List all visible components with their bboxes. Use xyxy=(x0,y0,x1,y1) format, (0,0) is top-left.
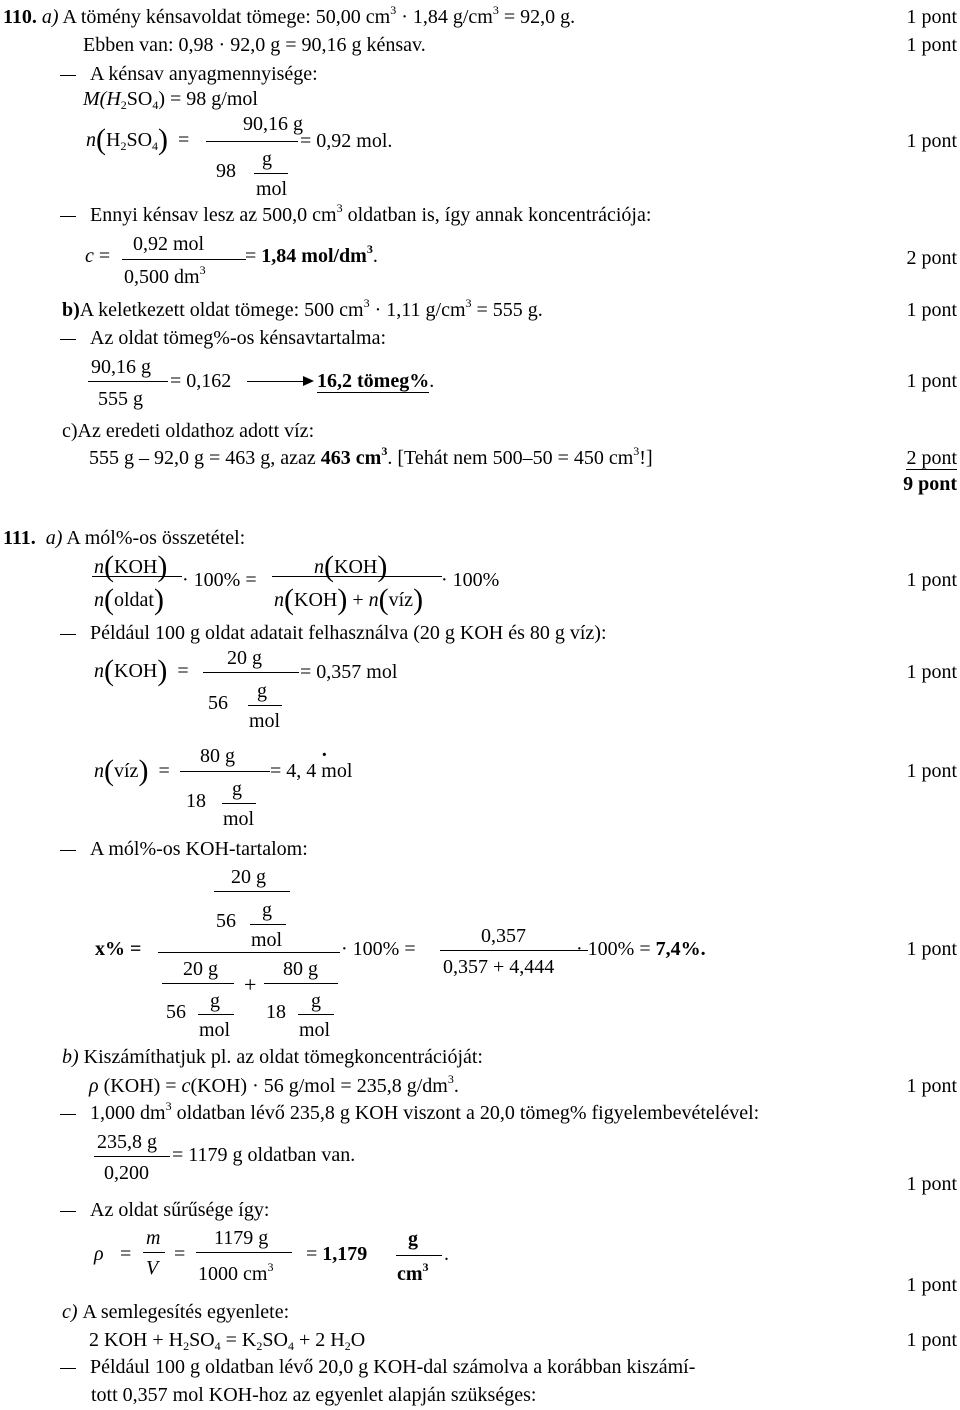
unit-cm3: $cm^3$ xyxy=(397,1260,429,1285)
part-label: a) xyxy=(45,527,63,549)
text-line: Például 100 g oldatban lévő 20,0 g KOH-dal számolva a korábban kiszámí- xyxy=(60,1356,695,1379)
fraction-numerator: 235,8 g xyxy=(97,1131,157,1153)
fraction-bar xyxy=(396,1255,442,1256)
fraction-numerator: m xyxy=(146,1227,161,1249)
score: 1 pont xyxy=(906,130,957,152)
fraction-bar xyxy=(206,141,298,142)
fraction-bar-main xyxy=(158,952,340,953)
equals-sign: = xyxy=(174,1243,186,1265)
dash-bullet xyxy=(60,339,76,340)
formula-result: = 1179 g oldatban van. xyxy=(172,1144,356,1166)
fraction-bar xyxy=(272,576,442,577)
fraction-bar xyxy=(254,173,288,174)
fraction-numerator: 0,92 mol xyxy=(133,233,205,255)
fraction-denominator: 18 xyxy=(186,790,206,812)
unit-g: g xyxy=(262,899,272,921)
unit-mol: mol xyxy=(249,710,281,732)
fraction-denominator: n(KOH) + n(víz) xyxy=(274,583,424,616)
fraction-numerator: 20 g xyxy=(227,647,262,669)
fraction-bar xyxy=(203,672,299,673)
fraction-numerator: 80 g xyxy=(283,958,318,980)
text-line: ρ (KOH) = c(KOH) · 56 g/mol = 235,8 $g/dm^3$. xyxy=(89,1072,459,1097)
fraction-numerator: 20 g xyxy=(183,958,218,980)
part-label: b) xyxy=(62,1046,79,1068)
fraction-numerator: 20 g xyxy=(231,866,266,888)
fraction-bar xyxy=(162,983,234,984)
arrow-right-icon xyxy=(303,376,314,386)
text-line: c) A semlegesítés egyenlete: xyxy=(62,1301,290,1323)
fraction-bar xyxy=(214,891,290,892)
plus-sign: + xyxy=(244,972,257,997)
text-line: b)A keletkezett oldat tömege: 500 $cm^3 \cdot 1,11$ $g/cm^3 = 555$ g. xyxy=(62,296,543,321)
score: 1 pont xyxy=(906,938,957,960)
part-label: c) xyxy=(62,420,78,442)
score: 1 pont xyxy=(906,1173,957,1195)
score: 1 pont xyxy=(906,6,957,28)
text-line: c)Az eredeti oldathoz adott víz: xyxy=(62,420,315,442)
formula-n-h2so4-left: $n(H_2SO_4)$ = xyxy=(86,123,190,156)
score: 1 pont xyxy=(906,34,957,56)
fraction-denominator: 1000 $cm^3$ xyxy=(198,1260,274,1285)
fraction-denominator: 555 g xyxy=(98,388,143,410)
formula-left: n(KOH) = xyxy=(94,654,189,687)
text-line: 555 g – 92,0 g = 463 g, azaz 463 $cm^3$. [Tehát nem 500–50 = 450 $cm^3$!] xyxy=(89,444,653,469)
problem-number: 111. xyxy=(3,527,36,549)
fraction-bar xyxy=(88,381,168,382)
text-line: b) Kiszámíthatjuk pl. az oldat tömegkoncentrációját: xyxy=(62,1046,483,1068)
fraction-numerator: n(KOH) xyxy=(314,550,388,583)
text-line: Az oldat sűrűsége így: xyxy=(60,1199,269,1222)
unit-g: g xyxy=(257,680,267,702)
unit-g: g xyxy=(210,990,220,1012)
rho-symbol: ρ xyxy=(94,1243,104,1265)
repeating-dot: · xyxy=(321,744,328,766)
unit-mol: mol xyxy=(223,808,255,830)
arrow-line xyxy=(247,381,304,382)
fraction-denominator: 0,200 xyxy=(104,1162,149,1184)
fraction-bar xyxy=(222,803,256,804)
fraction-denominator: 0,357 + 4,444 xyxy=(443,956,555,978)
unit-g: g xyxy=(408,1228,418,1250)
fraction-denominator: 98 xyxy=(216,160,236,182)
fraction-bar xyxy=(248,705,282,706)
reaction-equation: 2 KOH + $H_2SO_4 = K_2SO_4 + 2$ $H_2O$ xyxy=(89,1329,366,1353)
formula-middle: = 0,162 xyxy=(170,370,232,392)
unit-g: g xyxy=(262,148,272,170)
fraction-numerator: 1179 g xyxy=(214,1227,269,1249)
formula-result: = 4, 4 mol xyxy=(270,760,353,782)
score: 1 pont xyxy=(906,1274,957,1296)
fraction-bar xyxy=(122,259,246,260)
score: 1 pont xyxy=(906,661,957,683)
formula-molar-mass: $M(H_2SO_4) = 98$ g/mol xyxy=(83,88,258,112)
total-score: 9 pont xyxy=(903,473,957,495)
formula-result: = 1,84 mol/$dm^3$. xyxy=(245,242,378,267)
fraction-bar xyxy=(196,1252,292,1253)
fraction-bar xyxy=(180,771,270,772)
dash-bullet xyxy=(60,216,76,217)
fraction-bar xyxy=(264,983,338,984)
score: 1 pont xyxy=(906,1075,957,1097)
unit-g: g xyxy=(311,990,321,1012)
problem-111-line-1: 111. a) A mól%-os összetétel: xyxy=(3,527,246,549)
problem-number: 110. xyxy=(3,6,37,28)
unit-mol: mol xyxy=(251,929,283,951)
score: 1 pont xyxy=(906,1329,957,1351)
text-line: Például 100 g oldat adatait felhasználva (20 g KOH és 80 g víz): xyxy=(60,622,607,645)
fraction-bar xyxy=(298,1014,334,1015)
formula-middle: · 100% = xyxy=(182,569,257,591)
score: 1 pont xyxy=(906,299,957,321)
fraction-denominator: 0,500 $dm^3$ xyxy=(124,263,206,288)
problem-110-line-1: 110. a) A tömény kénsavoldat tömege: 50,00 $cm^3 \cdot 1,84$ $g/cm^3 = 92,0$ g. xyxy=(3,3,576,28)
fraction-bar xyxy=(92,576,182,577)
formula-end: · 100% xyxy=(441,569,500,591)
formula-result: = 0,92 mol. xyxy=(300,130,393,152)
period: . xyxy=(444,1243,449,1265)
fraction-numerator: n(KOH) xyxy=(94,550,168,583)
score: 1 pont xyxy=(906,569,957,591)
unit-mol: mol xyxy=(256,178,288,200)
score: 1 pont xyxy=(906,370,957,392)
fraction-bar xyxy=(440,950,588,951)
dash-bullet xyxy=(60,1368,76,1369)
fraction-bar xyxy=(94,1156,170,1157)
unit-mol: mol xyxy=(299,1019,331,1041)
fraction-denominator: 56 xyxy=(208,692,228,714)
text-line: Az oldat tömeg%-os kénsavtartalma: xyxy=(60,327,386,350)
equals-sign: = xyxy=(120,1243,132,1265)
text-line: 1,000 $dm^3$ oldatban lévő 235,8 g KOH viszont a 20,0 tömeg% figyelembevételével: xyxy=(60,1102,759,1125)
fraction-denominator: 18 xyxy=(266,1001,286,1023)
fraction-bar xyxy=(250,924,286,925)
score: 2 pont xyxy=(906,247,957,269)
fraction-numerator: 90,16 g xyxy=(91,356,151,378)
score: 2 pont xyxy=(906,447,957,469)
part-label: a) xyxy=(41,6,59,28)
formula-middle: · 100% = xyxy=(341,938,416,960)
fraction-denominator: 56 xyxy=(166,1001,186,1023)
fraction-numerator: 90,16 g xyxy=(243,113,303,135)
formula-result: = 1,179 xyxy=(306,1243,368,1265)
fraction-denominator: 56 xyxy=(216,910,236,932)
formula-c-label: c = xyxy=(85,245,111,267)
score: 1 pont xyxy=(906,760,957,782)
formula-left: n(víz) = xyxy=(94,754,170,787)
unit-g: g xyxy=(232,778,242,800)
fraction-numerator: 80 g xyxy=(200,745,235,767)
fraction-bar xyxy=(198,1014,234,1015)
fraction-denominator: V xyxy=(146,1257,159,1279)
text-line: tott 0,357 mol KOH-hoz az egyenlet alapján szükséges: xyxy=(91,1384,537,1406)
dash-bullet xyxy=(60,850,76,851)
dash-bullet xyxy=(60,634,76,635)
formula-result: = 0,357 mol xyxy=(300,661,398,683)
part-label: c) xyxy=(62,1301,78,1323)
text-line: A mól%-os KOH-tartalom: xyxy=(60,838,308,861)
fraction-numerator: 0,357 xyxy=(481,925,526,947)
formula-x-label: x% = xyxy=(95,938,142,960)
unit-mol: mol xyxy=(199,1019,231,1041)
dash-bullet xyxy=(60,1114,76,1115)
fraction-bar xyxy=(143,1252,165,1253)
text-line: Ennyi kénsav lesz az 500,0 $cm^3$ oldatban is, így annak koncentrációja: xyxy=(60,204,651,227)
dash-bullet xyxy=(60,75,76,76)
fraction-denominator: n(oldat) xyxy=(94,583,164,616)
formula-result: 16,2 tömeg%. xyxy=(317,370,435,392)
text-line: A kénsav anyagmennyisége: xyxy=(60,63,318,86)
dash-bullet xyxy=(60,1211,76,1212)
formula-result: · 100% = 7,4%. xyxy=(576,938,706,960)
part-label: b) xyxy=(62,299,80,321)
text-line: Ebben van: 0,98 · 92,0 g = 90,16 g kénsav. xyxy=(83,34,426,56)
